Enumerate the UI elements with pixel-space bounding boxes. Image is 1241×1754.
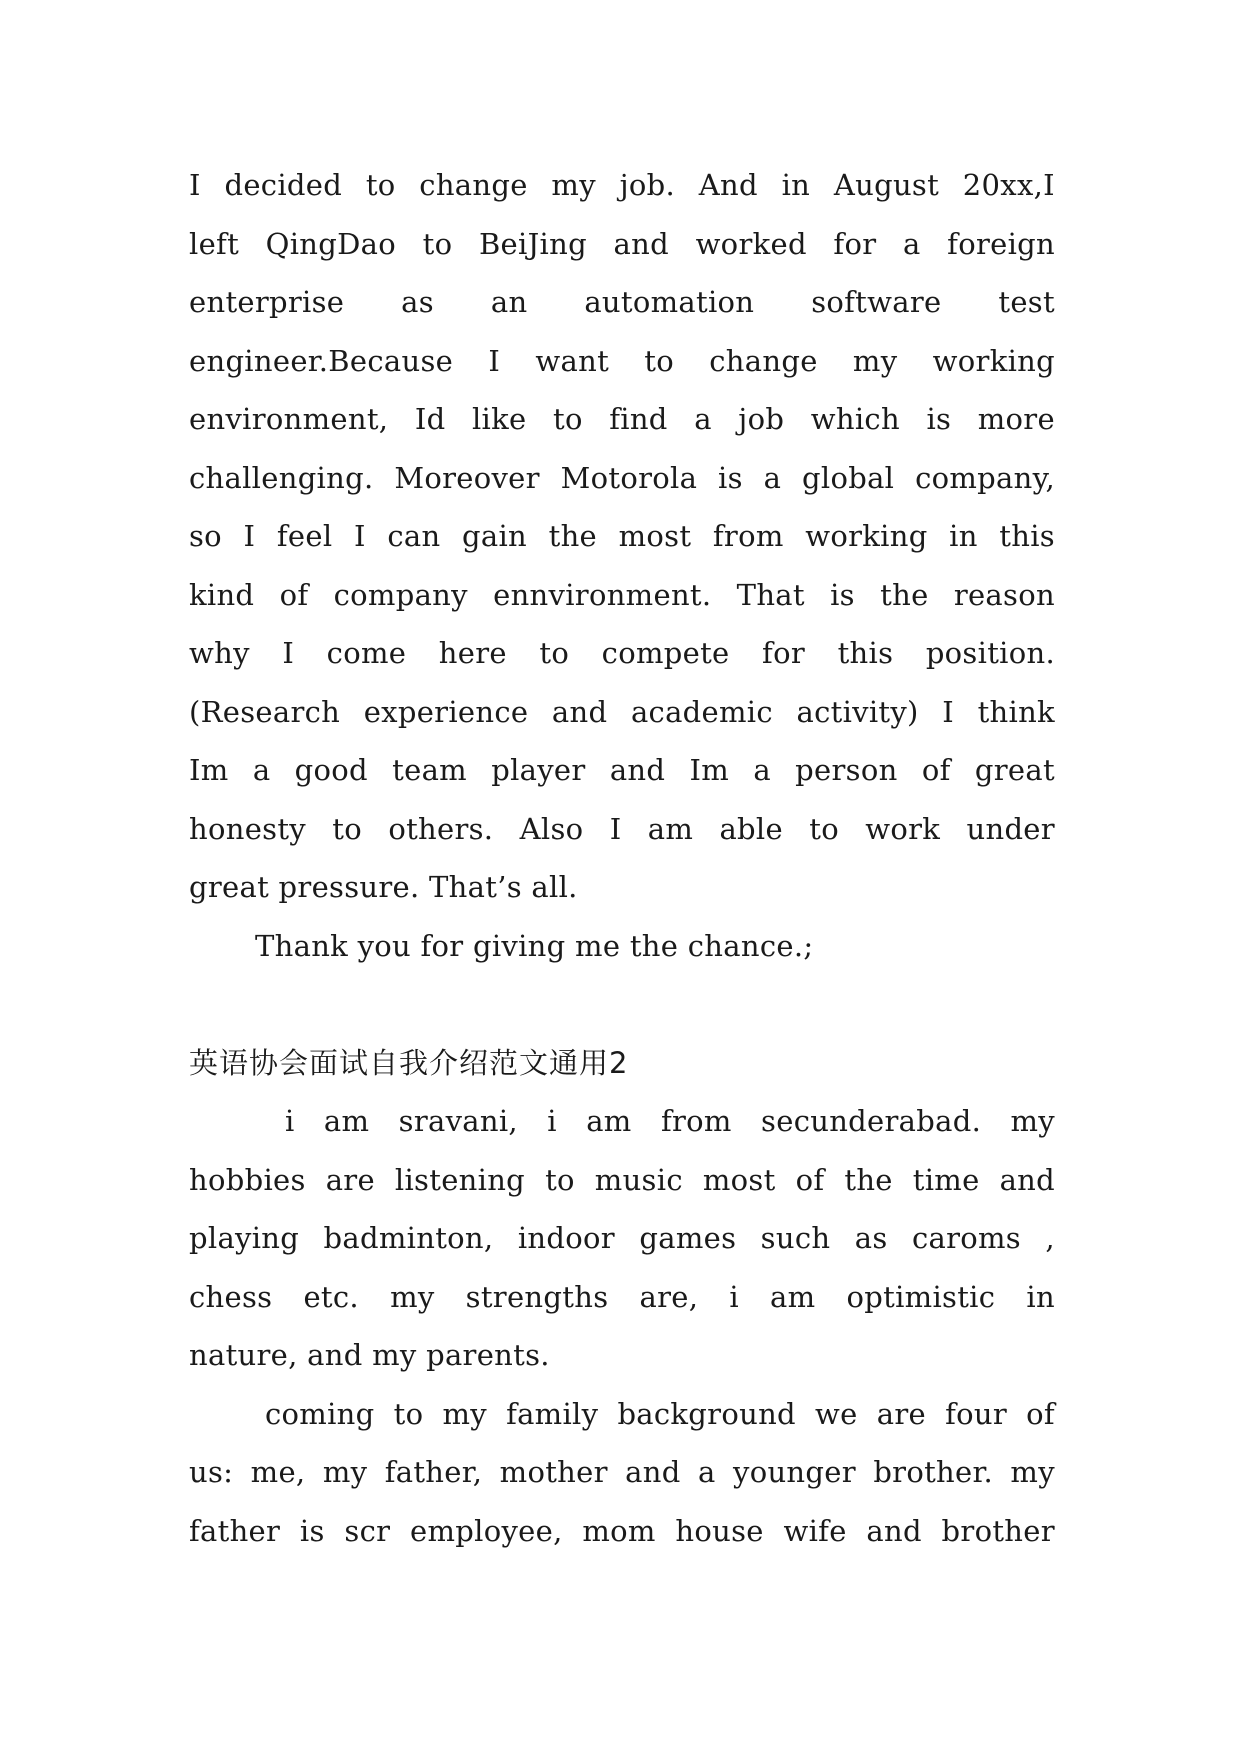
word: my — [442, 1396, 487, 1431]
section-heading: 英语协会面试自我介绍范文通用2 — [189, 1045, 629, 1080]
word: position. — [925, 636, 1055, 670]
word: , — [1045, 1221, 1055, 1255]
text-line — [189, 1209, 1055, 1268]
word: I — [609, 811, 622, 846]
word: August — [833, 168, 940, 202]
word: hobbies — [189, 1162, 306, 1197]
word: am — [647, 811, 694, 846]
word: here — [438, 636, 507, 670]
word: change — [419, 168, 528, 202]
word: and — [613, 226, 669, 261]
text-line — [189, 156, 1055, 215]
text-line — [189, 332, 1055, 391]
word: most — [618, 519, 692, 553]
word: of — [921, 753, 951, 787]
word: are — [876, 1396, 926, 1431]
word: to — [332, 811, 363, 846]
paragraph-gap — [189, 975, 1055, 1034]
word: playing — [189, 1221, 300, 1255]
word: work — [865, 811, 941, 846]
word: ennvironment. — [493, 577, 712, 612]
word: 20xx,I — [962, 168, 1055, 202]
word: Im — [189, 753, 229, 787]
word: my — [390, 1279, 435, 1314]
text-line — [189, 1268, 1055, 1327]
word: and — [999, 1162, 1055, 1197]
word: I — [243, 519, 256, 553]
word: secunderabad. — [761, 1104, 982, 1138]
word: for — [833, 226, 877, 261]
text-line-last: nature, and my parents. — [189, 1338, 550, 1372]
word: music — [594, 1162, 683, 1197]
word: of — [279, 577, 309, 612]
word: and — [551, 694, 608, 729]
word: this — [999, 519, 1055, 553]
text-line — [189, 273, 1055, 332]
word: environment, — [189, 402, 389, 436]
text-line — [189, 1443, 1055, 1502]
word: feel — [276, 519, 333, 553]
word: the — [844, 1162, 893, 1197]
word: am — [586, 1104, 632, 1138]
word: a — [763, 460, 782, 495]
word: a — [698, 1455, 716, 1489]
word: and — [625, 1455, 681, 1489]
word: I — [189, 168, 201, 202]
word: a — [694, 402, 712, 436]
word: worked — [695, 226, 807, 261]
word: test — [998, 285, 1055, 319]
word: i — [285, 1104, 295, 1138]
word: job. — [619, 168, 676, 202]
word: player — [491, 753, 586, 787]
word: working — [805, 519, 928, 553]
word: team — [392, 753, 467, 787]
word: for — [762, 636, 806, 670]
word: four — [945, 1396, 1007, 1431]
text-line — [189, 741, 1055, 800]
word: I — [488, 343, 501, 378]
word: father, — [384, 1455, 483, 1489]
word: a — [902, 226, 921, 261]
word: able — [719, 811, 783, 846]
word: I — [282, 636, 295, 670]
word: others. — [388, 811, 494, 846]
word: Also — [519, 811, 584, 846]
paragraph-1 — [189, 156, 1055, 917]
word: Moreover — [394, 460, 540, 495]
word: to — [644, 343, 674, 378]
word: of — [795, 1162, 825, 1197]
word: honesty — [189, 811, 306, 846]
word: global — [802, 460, 895, 495]
word: employee, — [410, 1513, 563, 1548]
word: am — [323, 1104, 370, 1138]
word: challenging. — [189, 460, 374, 495]
text-line — [189, 1151, 1055, 1210]
word: like — [471, 402, 527, 436]
word: can — [387, 519, 441, 553]
word: we — [815, 1396, 858, 1431]
word: which — [810, 402, 900, 436]
word: so — [189, 519, 222, 553]
word: That — [736, 577, 805, 612]
word: brother. — [873, 1455, 993, 1489]
text-line — [189, 1502, 1055, 1561]
word: software — [811, 285, 942, 319]
word: chess — [189, 1279, 273, 1314]
text-line — [189, 390, 1055, 449]
word: my — [852, 343, 898, 378]
word: foreign — [947, 226, 1055, 261]
word: to — [393, 1396, 424, 1431]
word: is — [299, 1513, 325, 1548]
word: am — [770, 1279, 816, 1314]
word: working — [932, 343, 1055, 378]
word: Im — [689, 753, 730, 787]
text-line — [189, 507, 1055, 566]
word: i — [729, 1279, 739, 1314]
word: enterprise — [189, 285, 345, 319]
word: change — [709, 343, 818, 378]
word: such — [760, 1221, 831, 1255]
word: is — [926, 402, 952, 436]
word: job — [738, 402, 785, 436]
word: compete — [601, 636, 730, 670]
word: from — [712, 519, 784, 553]
word: more — [977, 402, 1055, 436]
word: wife — [783, 1513, 847, 1548]
word: in — [1026, 1279, 1055, 1314]
word: scr — [344, 1513, 391, 1548]
word: academic — [630, 694, 773, 729]
word: me, — [250, 1455, 306, 1489]
word: reason — [953, 577, 1055, 612]
word: person — [795, 753, 898, 787]
word: the — [548, 519, 598, 553]
word: caroms — [911, 1221, 1021, 1255]
word: brother — [941, 1513, 1055, 1548]
word: the — [880, 577, 929, 612]
text-line — [189, 1092, 1055, 1151]
word: I — [354, 519, 366, 553]
word: as — [401, 285, 434, 319]
word: experience — [363, 694, 529, 729]
text-line — [189, 624, 1055, 683]
word: to — [539, 636, 570, 670]
word: to — [809, 811, 839, 846]
word: as — [854, 1221, 888, 1255]
word: to — [545, 1162, 575, 1197]
paragraph-2 — [189, 1092, 1055, 1385]
word: sravani, — [398, 1104, 518, 1138]
word: Id — [414, 402, 446, 436]
word: QingDao — [265, 226, 397, 261]
word: badminton, — [323, 1221, 494, 1255]
word: indoor — [517, 1221, 615, 1255]
word: my — [322, 1455, 368, 1489]
word: gain — [462, 519, 528, 553]
word: company — [333, 577, 468, 612]
word: younger — [733, 1455, 856, 1489]
text-line — [189, 449, 1055, 508]
word: company, — [915, 460, 1055, 495]
word: And — [698, 168, 758, 202]
word: are, — [639, 1279, 699, 1314]
word: games — [639, 1221, 737, 1255]
text-line — [189, 215, 1055, 274]
word: i — [547, 1104, 557, 1138]
word: my — [1010, 1104, 1055, 1138]
word: strengths — [465, 1279, 609, 1314]
word: listening — [394, 1162, 526, 1197]
word: decided — [224, 168, 343, 202]
word: of — [1026, 1396, 1055, 1431]
word: mother — [499, 1455, 608, 1489]
word: good — [294, 753, 368, 787]
word: in — [781, 168, 811, 202]
paragraph-3 — [189, 1385, 1055, 1561]
word: and — [609, 753, 666, 787]
word: a — [753, 753, 771, 787]
word: activity) — [796, 694, 919, 729]
word: left — [189, 226, 240, 261]
word: coming — [265, 1396, 375, 1431]
word: an — [490, 285, 528, 319]
word: find — [609, 402, 668, 436]
text-line — [189, 800, 1055, 859]
word: in — [949, 519, 978, 553]
word: etc. — [303, 1279, 359, 1314]
word: (Research — [189, 694, 341, 729]
word: to — [365, 168, 396, 202]
word: my — [551, 168, 596, 202]
word: most — [702, 1162, 776, 1197]
word: my — [1010, 1455, 1055, 1489]
word: BeiJing — [478, 226, 587, 261]
word: family — [506, 1396, 599, 1431]
word: come — [326, 636, 407, 670]
word: to — [552, 402, 583, 436]
word: are — [325, 1162, 375, 1197]
text-line — [189, 566, 1055, 625]
word: father — [189, 1513, 281, 1548]
word: background — [617, 1396, 796, 1431]
word: mom — [582, 1513, 656, 1548]
text-line — [189, 1385, 1055, 1444]
word: to — [422, 226, 453, 261]
word: is — [830, 577, 855, 612]
text-line — [189, 683, 1055, 742]
word: great — [974, 753, 1055, 787]
word: time — [912, 1162, 980, 1197]
word: a — [252, 753, 271, 787]
word: house — [675, 1513, 764, 1548]
word: optimistic — [846, 1279, 996, 1314]
word: I — [942, 694, 954, 729]
word: think — [977, 694, 1055, 729]
word: and — [866, 1513, 922, 1548]
text-line-last: great pressure. That’s all. — [189, 870, 578, 904]
word: engineer.Because — [189, 343, 454, 378]
word: why — [189, 636, 250, 670]
word: this — [837, 636, 894, 670]
word: under — [966, 811, 1055, 846]
word: kind — [189, 577, 255, 612]
word: want — [535, 343, 610, 378]
word: us: — [189, 1455, 234, 1489]
word: is — [718, 460, 743, 495]
document-body — [189, 156, 1055, 1560]
word: automation — [584, 285, 755, 319]
word: from — [660, 1104, 732, 1138]
word: Motorola — [560, 460, 698, 495]
closing-line: Thank you for giving me the chance.; — [255, 928, 814, 963]
